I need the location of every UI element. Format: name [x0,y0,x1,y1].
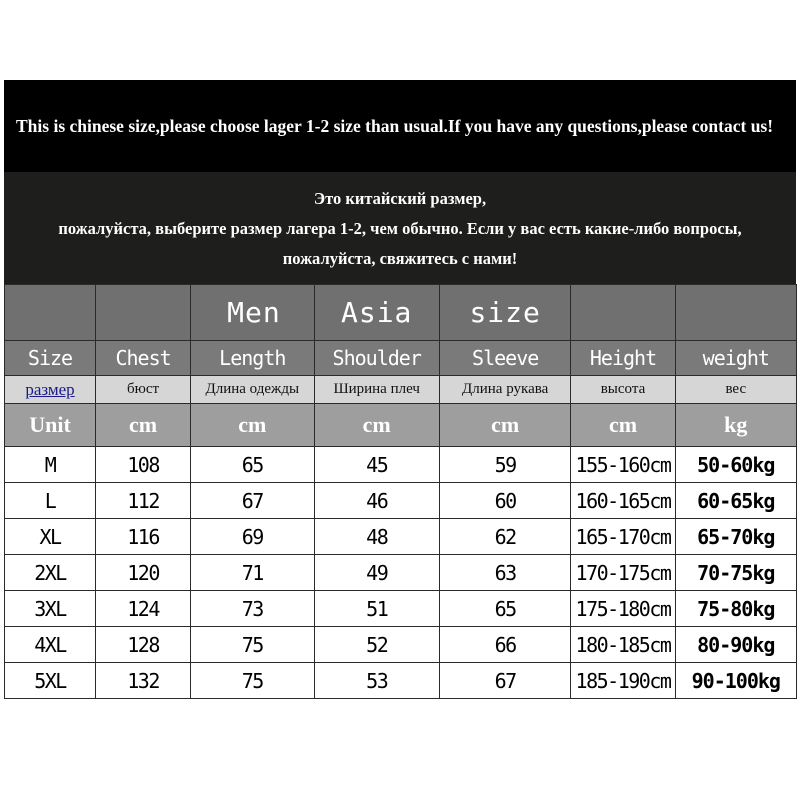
length-cell: 75 [191,663,314,699]
title-cell [5,285,96,341]
unit-cell: cm [571,404,675,447]
size-cell: 2XL [5,555,96,591]
table-title-row [5,285,797,341]
notice-english: This is chinese size,please choose lager 1-2 size than usual.If you have any questions,please contact us! [4,80,796,172]
title-size: size [439,285,570,341]
title-men: Men [191,285,314,341]
sleeve-cell: 66 [439,627,570,663]
unit-cell: Unit [5,404,96,447]
size-cell: 4XL [5,627,96,663]
chest-cell: 124 [96,591,191,627]
header-cell: weight [675,341,796,376]
sleeve-cell: 65 [439,591,570,627]
title-asia: Asia [314,285,439,341]
weight-cell: 90-100kg [675,663,796,699]
unit-row [5,404,797,447]
shoulder-cell: 48 [314,519,439,555]
weight-cell: 65-70kg [675,519,796,555]
header-cell: Length [191,341,314,376]
size-cell: XL [5,519,96,555]
shoulder-cell: 46 [314,483,439,519]
shoulder-cell: 52 [314,627,439,663]
header-ru-cell: Длина одежды [191,376,314,404]
size-cell: 5XL [5,663,96,699]
header-ru-cell: вес [675,376,796,404]
sleeve-cell: 63 [439,555,570,591]
length-cell: 69 [191,519,314,555]
shoulder-cell: 53 [314,663,439,699]
table-row [5,519,797,555]
height-cell: 175-180cm [571,591,675,627]
height-cell: 160-165cm [571,483,675,519]
height-cell: 165-170cm [571,519,675,555]
length-cell: 75 [191,627,314,663]
weight-cell: 80-90kg [675,627,796,663]
sleeve-cell: 60 [439,483,570,519]
height-cell: 180-185cm [571,627,675,663]
unit-cell: cm [96,404,191,447]
unit-cell: kg [675,404,796,447]
sleeve-cell: 62 [439,519,570,555]
size-cell: M [5,447,96,483]
size-cell: L [5,483,96,519]
title-cell [675,285,796,341]
header-ru-row [5,376,797,404]
length-cell: 73 [191,591,314,627]
chest-cell: 108 [96,447,191,483]
header-cell: Sleeve [439,341,570,376]
header-ru-cell: размер [5,376,96,404]
header-cell: Shoulder [314,341,439,376]
weight-cell: 50-60kg [675,447,796,483]
header-cell: Chest [96,341,191,376]
header-cell: Size [5,341,96,376]
size-cell: 3XL [5,591,96,627]
sleeve-cell: 67 [439,663,570,699]
length-cell: 65 [191,447,314,483]
title-cell [571,285,675,341]
height-cell: 185-190cm [571,663,675,699]
length-cell: 71 [191,555,314,591]
chest-cell: 112 [96,483,191,519]
table-row [5,483,797,519]
weight-cell: 75-80kg [675,591,796,627]
table-row [5,447,797,483]
notice-russian-line: Это китайский размер, [313,189,487,208]
height-cell: 155-160cm [571,447,675,483]
length-cell: 67 [191,483,314,519]
title-cell [96,285,191,341]
weight-cell: 70-75kg [675,555,796,591]
unit-cell: cm [439,404,570,447]
unit-cell: cm [314,404,439,447]
table-row [5,555,797,591]
notice-russian-line: пожалуйста, свяжитесь с нами! [282,249,518,268]
weight-cell: 60-65kg [675,483,796,519]
header-row [5,341,797,376]
shoulder-cell: 45 [314,447,439,483]
header-ru-cell: высота [571,376,675,404]
table-row [5,591,797,627]
chest-cell: 120 [96,555,191,591]
header-ru-cell: Длина рукава [439,376,570,404]
header-ru-cell: бюст [96,376,191,404]
header-ru-cell: Ширина плеч [314,376,439,404]
notice-russian-line: пожалуйста, выберите размер лагера 1-2, чем обычно. Если у вас есть какие-либо вопросы, [58,219,742,238]
notice-russian [4,172,796,284]
unit-cell: cm [191,404,314,447]
sleeve-cell: 59 [439,447,570,483]
header-cell: Height [571,341,675,376]
table-row [5,627,797,663]
chest-cell: 132 [96,663,191,699]
chest-cell: 116 [96,519,191,555]
height-cell: 170-175cm [571,555,675,591]
shoulder-cell: 49 [314,555,439,591]
size-chart-table [4,284,797,699]
table-row [5,663,797,699]
chest-cell: 128 [96,627,191,663]
shoulder-cell: 51 [314,591,439,627]
